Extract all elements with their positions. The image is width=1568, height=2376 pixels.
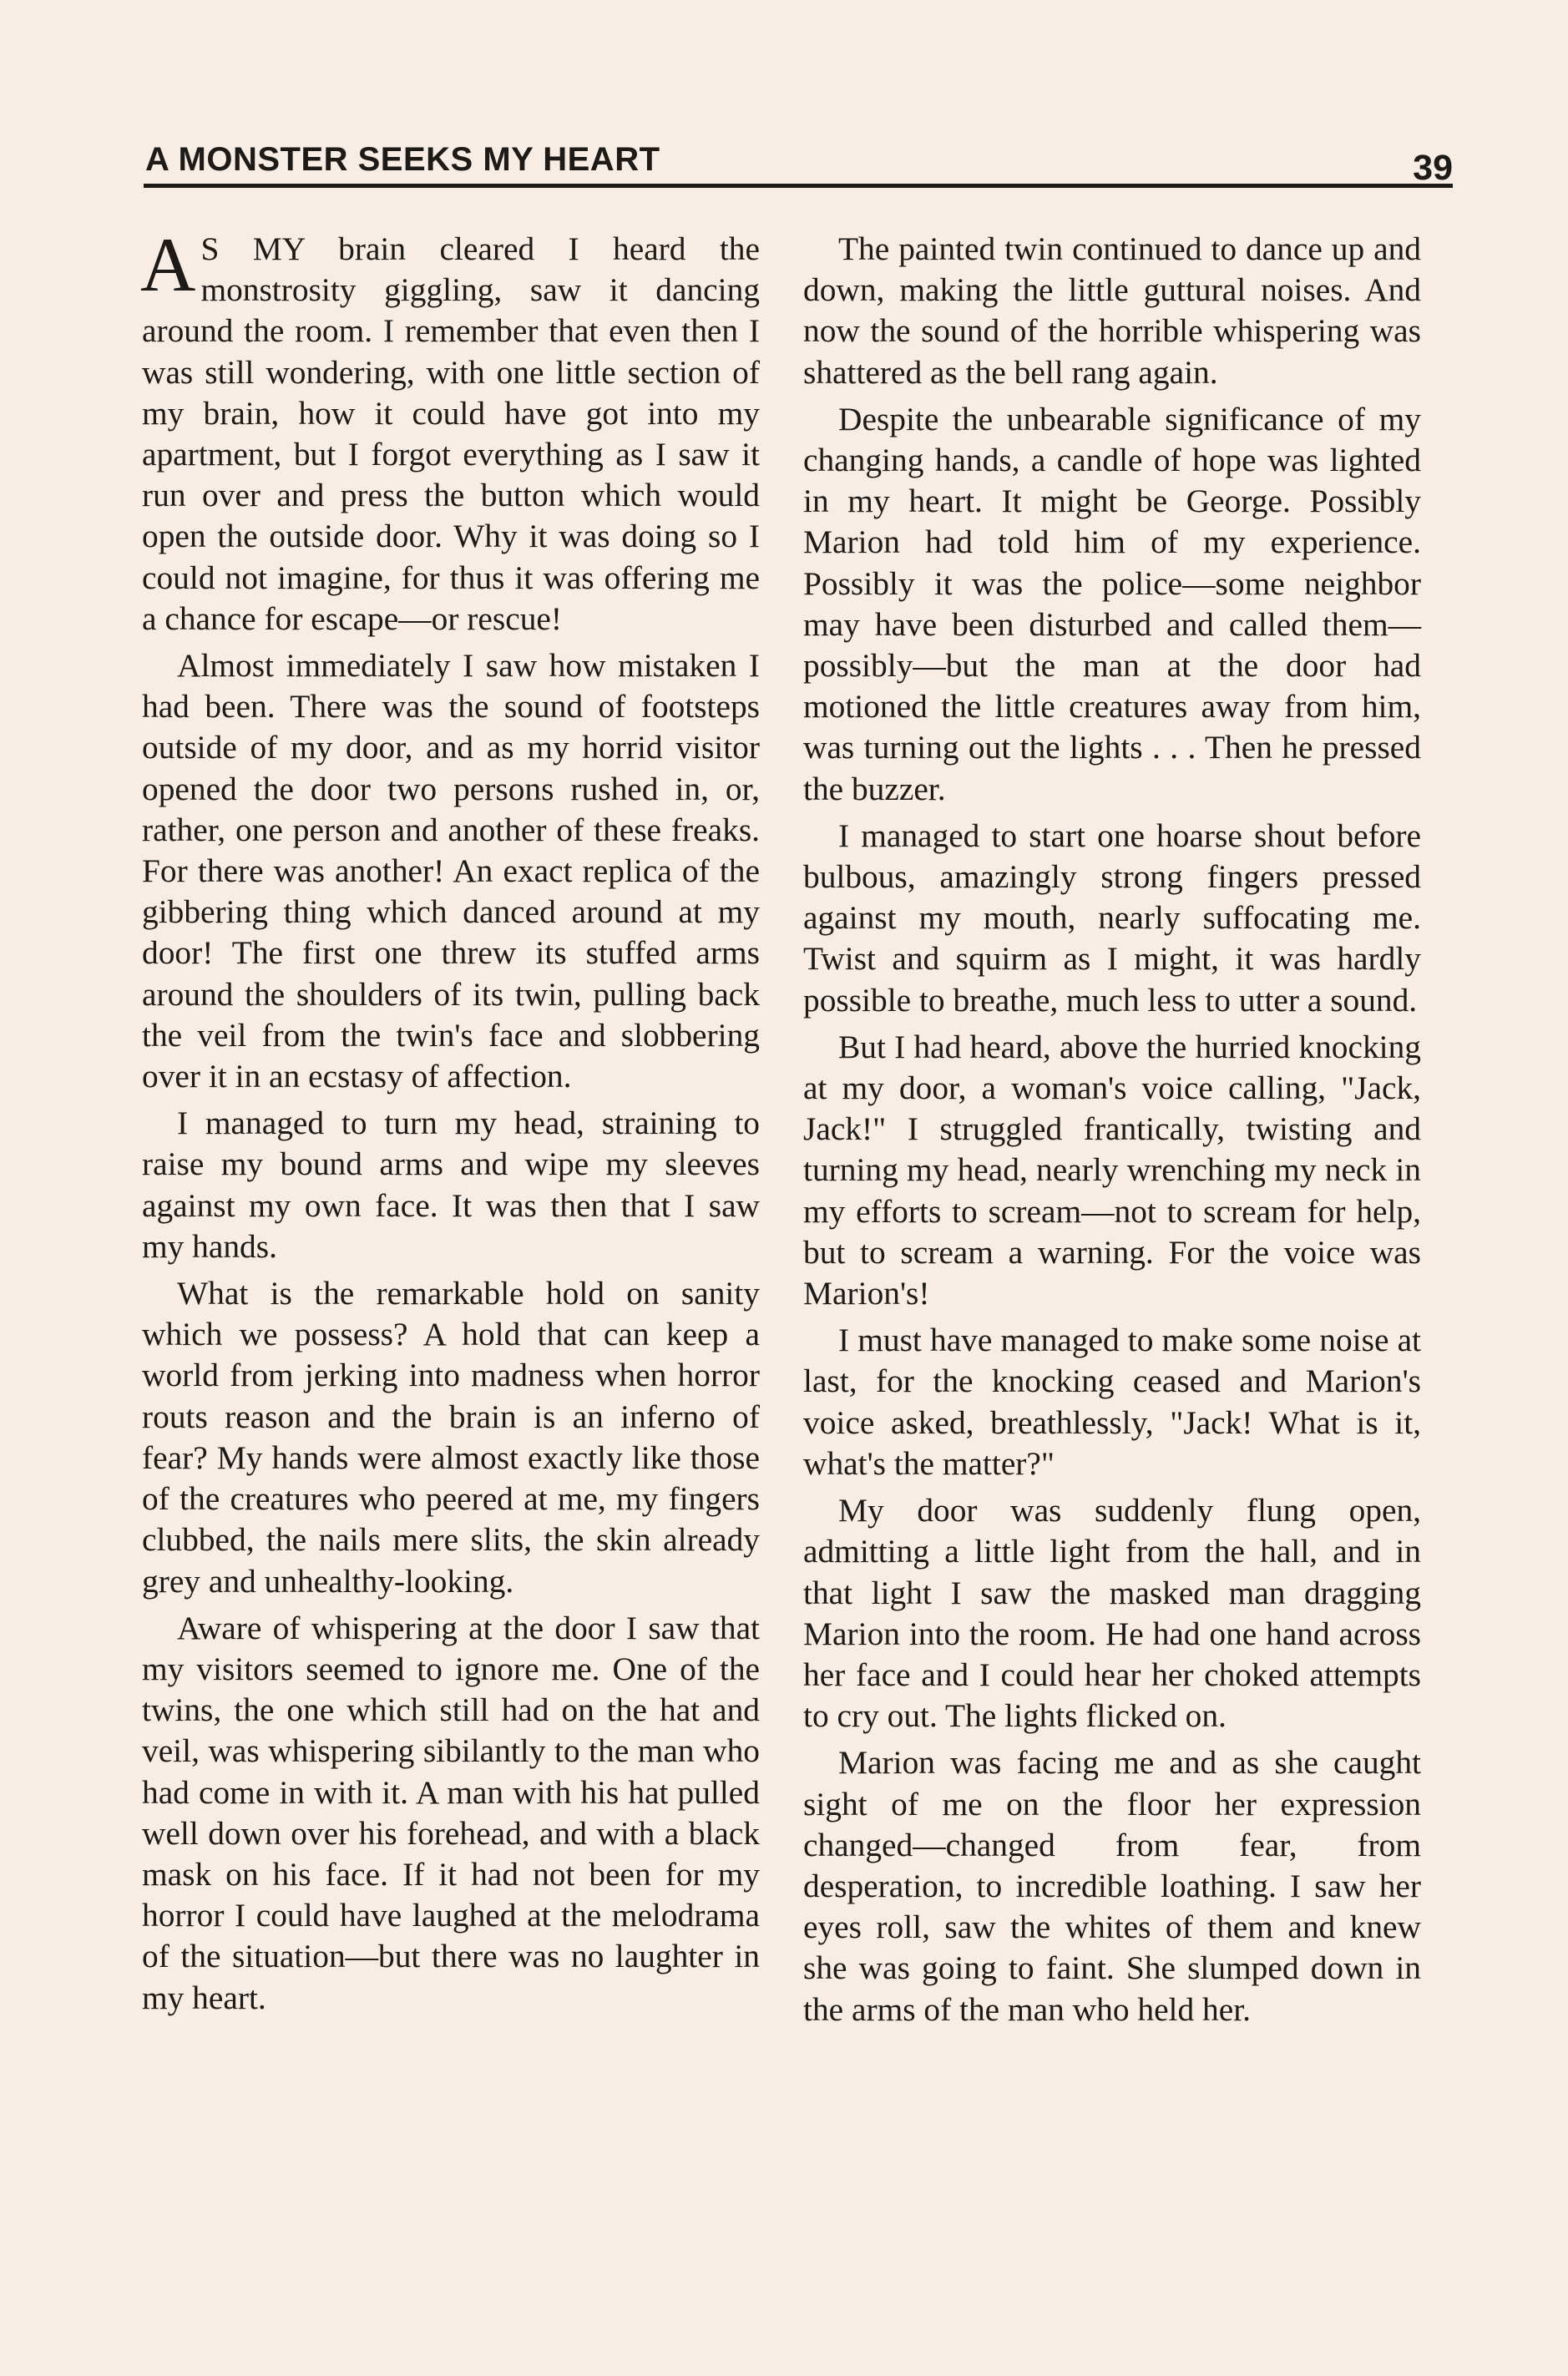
paragraph [140, 222, 760, 639]
paragraph: I managed to turn my head, straining to raise my bound arms and wipe my sleeves against my own face. It was then that I saw my hands. [142, 1105, 760, 1265]
lead-in: S MY [200, 230, 305, 267]
paragraph: But I had heard, above the hurried knocking at my door, a woman's voice calling, "Jack, Jack!" I struggled frantically, twisting and turning my head, nearly wrenching my neck in my efforts to scream—not to scream for help, but to scream a warning. For the voice was Marion's! [803, 1028, 1421, 1312]
paragraph: Marion was facing me and as she caught sight of me on the floor her expression changed—changed from fear, from desperation, to incredible loathing. I saw her eyes roll, saw the whites of them and knew she was going to faint. She slumped down in the arms of the man who held her. [803, 1744, 1421, 2028]
paragraph: I managed to start one hoarse shout before bulbous, amazingly strong fingers pressed against my mouth, nearly suffocating me. Twist and squirm as I might, it was hardly possible to breathe, much less to utter a sound. [803, 816, 1421, 1019]
paragraph: What is the remarkable hold on sanity which we possess? A hold that can keep a world from jerking into madness when horror routs reason and the brain is an inferno of fear? My hands were almost exactly like those of the creatures who peered at me, my fingers clubbed, the nails mere slits, the skin already grey and unhealthy-looking. [142, 1275, 760, 1600]
paragraph: My door was suddenly flung open, admitting a little light from the hall, and in that light I saw the masked man dragging Marion into the room. He had one hand across her face and I could hear her choked attempts to cry out. The lights flicked on. [803, 1492, 1421, 1735]
running-title: A MONSTER SEEKS MY HEART [145, 141, 660, 178]
paragraph-text: brain cleared I heard the monstrosity giggling, saw it dancing around the room. I remember that even then I was still wondering, with one little section of my brain, how it could have got into my apartment, but I forgot everything as I saw it run over and press the button which would open the outside door. Why it was doing so I could not imagine, for thus it was offering me a chance for escape—or rescue! [142, 230, 760, 637]
paragraph: The painted twin continued to dance up and down, making the little guttural noises. And now the sound of the horrible whispering was shattered as the bell rang again. [803, 230, 1421, 391]
right-column [803, 229, 1421, 2036]
left-column [140, 222, 760, 2025]
paragraph: Despite the unbearable significance of my changing hands, a candle of hope was lighted in my heart. It might be George. Possibly Marion had told him of my experience. Possibly it was the police—some neighbor may have been disturbed and called them—possibly—but the man at the door had motioned the little creatures away from him, was turning out the lights . . . Then he pressed the buzzer. [803, 400, 1421, 807]
page-header [144, 134, 1453, 188]
page-number: 39 [1413, 148, 1453, 188]
paragraph: Aware of whispering at the door I saw that my visitors seemed to ignore me. One of the twins, the one which still had on the hat and veil, was whispering sibilantly to the man who had come in with it. A man with his hat pulled well down over his forehead, and with a black mask on his face. If it had not been for my horror I could have laughed at the melodrama of the situation—but there was no laughter in my heart. [142, 1609, 760, 2016]
paragraph: I must have managed to make some noise at last, for the knocking ceased and Marion's voice asked, breathlessly, "Jack! What is it, what's the matter?" [803, 1322, 1421, 1482]
paragraph: Almost immediately I saw how mistaken I had been. There was the sound of footsteps outside of my door, and as my horrid visitor opened the door two persons rushed in, or, rather, one person and another of these freaks. For there was another! An exact replica of the gibbering thing which danced around at my door! The first one threw its stuffed arms around the shoulders of its twin, pulling back the veil from the twin's face and slobbering over it in an ecstasy of affection. [142, 647, 760, 1095]
drop-cap: A [140, 222, 196, 307]
